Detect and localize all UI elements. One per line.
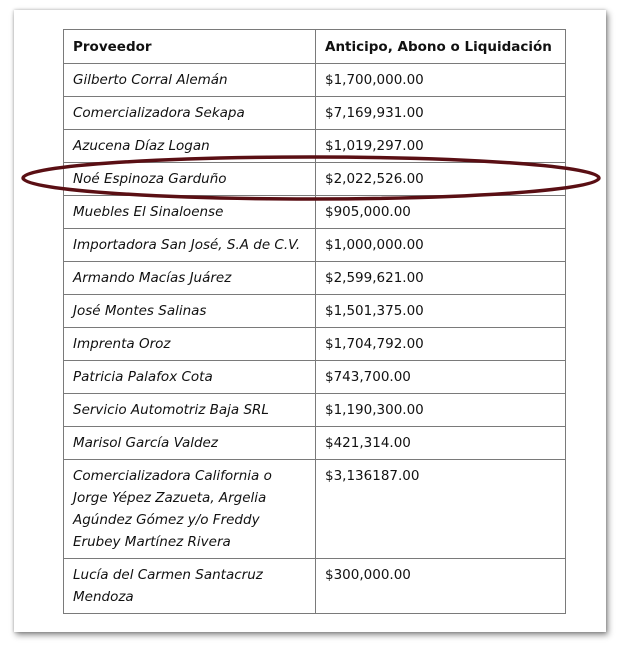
table-row [64, 559, 566, 614]
table-row [64, 460, 566, 559]
payment-cell: $1,704,792.00 [316, 328, 566, 361]
table-row [64, 130, 566, 163]
payment-cell: $421,314.00 [316, 427, 566, 460]
table-row [64, 196, 566, 229]
supplier-cell: Importadora San José, S.A de C.V. [64, 229, 316, 262]
table-row-highlighted [64, 163, 566, 196]
payment-cell: $2,599,621.00 [316, 262, 566, 295]
header-supplier: Proveedor [64, 30, 316, 64]
payment-cell: $1,190,300.00 [316, 394, 566, 427]
supplier-cell: José Montes Salinas [64, 295, 316, 328]
table-header-row [64, 30, 566, 64]
supplier-cell: Muebles El Sinaloense [64, 196, 316, 229]
table-row [64, 262, 566, 295]
payment-cell: $1,000,000.00 [316, 229, 566, 262]
supplier-cell: Armando Macías Juárez [64, 262, 316, 295]
supplier-cell: Gilberto Corral Alemán [64, 64, 316, 97]
payment-cell: $743,700.00 [316, 361, 566, 394]
payment-cell: $3,136187.00 [316, 460, 566, 559]
supplier-cell: Imprenta Oroz [64, 328, 316, 361]
supplier-cell: Comercializadora Sekapa [64, 97, 316, 130]
table-row [64, 295, 566, 328]
supplier-cell: Patricia Palafox Cota [64, 361, 316, 394]
payment-cell: $1,501,375.00 [316, 295, 566, 328]
supplier-cell: Azucena Díaz Logan [64, 130, 316, 163]
payment-cell: $1,700,000.00 [316, 64, 566, 97]
supplier-cell: Comercializadora California o Jorge Yépez Zazueta, Argelia Agúndez Gómez y/o Freddy Erubey Martínez Rivera [64, 460, 316, 559]
payment-cell: $2,022,526.00 [316, 163, 566, 196]
payment-cell: $905,000.00 [316, 196, 566, 229]
payment-cell: $300,000.00 [316, 559, 566, 614]
supplier-cell: Marisol García Valdez [64, 427, 316, 460]
table-row [64, 229, 566, 262]
document-page [14, 10, 606, 632]
suppliers-table [63, 29, 566, 614]
supplier-cell: Noé Espinoza Garduño [64, 163, 316, 196]
table-row [64, 427, 566, 460]
supplier-cell: Servicio Automotriz Baja SRL [64, 394, 316, 427]
table-row [64, 361, 566, 394]
table-row [64, 97, 566, 130]
supplier-cell: Lucía del Carmen Santacruz Mendoza [64, 559, 316, 614]
table-row [64, 328, 566, 361]
payment-cell: $1,019,297.00 [316, 130, 566, 163]
payment-cell: $7,169,931.00 [316, 97, 566, 130]
header-payment: Anticipo, Abono o Liquidación [316, 30, 566, 64]
table-row [64, 64, 566, 97]
table-row [64, 394, 566, 427]
